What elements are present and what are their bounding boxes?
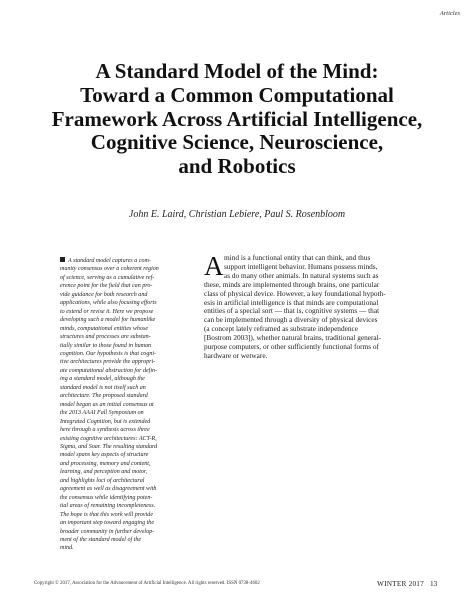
body-line: these, minds are implemented through brains, one particular xyxy=(204,280,380,289)
abstract-line: Sigma, and Soar. The resulting standard xyxy=(60,443,158,450)
body-line: as do many other animals. In natural systems such as xyxy=(224,271,379,280)
abstract-line: here through a synthesis across three xyxy=(60,427,150,434)
abstract-line: to extend or revise it. Here we propose xyxy=(60,308,154,315)
drop-cap: A xyxy=(204,251,224,281)
issue-season: WINTER 2017 xyxy=(377,579,424,588)
abstract-line: architecture. The proposed standard xyxy=(60,393,148,400)
abstract-line: broader community in further develop- xyxy=(60,528,155,535)
body-line: (a concept lately reframed as substrate independence xyxy=(204,325,358,334)
title-line: Framework Across Artificial Intelligence, xyxy=(51,106,423,131)
body-line: esis in artificial intelligence is that minds are computational xyxy=(204,298,379,307)
body-line: hardware or wetware. xyxy=(204,351,268,360)
abstract-line: ing a standard model, although the xyxy=(60,376,145,383)
abstract-line: the consensus while identifying poten- xyxy=(60,494,153,501)
abstract-line: munity consensus over a coherent region xyxy=(60,266,159,273)
abstract-line: minds, computational entities whose xyxy=(60,325,149,332)
body-line: support intelligent behavior. Humans possess minds, xyxy=(224,262,378,271)
section-label: Articles xyxy=(439,10,460,17)
abstract-line: erence point for the field that can pro- xyxy=(60,283,153,290)
abstract-line: agreement as well as disagreement with xyxy=(60,486,157,493)
abstract-line: ate computational abstraction for defin- xyxy=(60,367,158,374)
abstract-line: cognition. Our hypothesis is that cogni- xyxy=(60,350,157,357)
title-line: Cognitive Science, Neuroscience, xyxy=(90,130,384,155)
body-column xyxy=(204,251,432,361)
abstract-line: model spans key aspects of structure xyxy=(60,452,149,459)
abstract-line: mind. xyxy=(60,545,74,552)
abstract-column xyxy=(60,257,190,553)
abstract-line: model began as an initial consensus at xyxy=(60,401,154,408)
abstract-line: ment of the standard model of the xyxy=(60,536,142,543)
abstract-line: and highlights loci of architectural xyxy=(60,477,145,484)
abstract-line: The hope is that this work will provide xyxy=(60,511,153,518)
abstract-line: tial areas of remaining incompleteness. xyxy=(60,503,156,510)
copyright-notice: Copyright © 2017, Association for the Advancement of Artificial Intelligence. All rights reserved. ISSN 0738-4602 xyxy=(34,581,260,586)
title-line: A Standard Model of the Mind: xyxy=(95,59,379,83)
abstract-line: tive architectures provide the appropri- xyxy=(60,359,156,366)
body-line: purpose computers, or other sufficiently functional forms of xyxy=(204,343,379,352)
author-list: John E. Laird, Christian Lebiere, Paul S. Rosenbloom xyxy=(128,209,346,220)
abstract-line: developing such a model for humanlike xyxy=(60,317,156,324)
abstract-line: applications, while also focusing efforts xyxy=(60,300,157,307)
abstract-line: tially similar to those found in human xyxy=(60,342,152,349)
abstract-line: existing cognitive architectures: ACT-R, xyxy=(60,435,157,442)
abstract-line: an important step toward engaging the xyxy=(60,520,155,527)
body-line: [Bostrom 2003]), whether natural brains, traditional general- xyxy=(204,334,382,343)
abstract-bullet-square-icon xyxy=(60,257,65,262)
body-line: entities of a special sort — that is, cognitive systems — that xyxy=(204,307,380,316)
body-line: can be implemented through a diversity of physical devices xyxy=(204,316,378,325)
abstract-line: the 2013 AAAI Fall Symposium on xyxy=(60,410,144,417)
page-number: 13 xyxy=(430,579,438,588)
abstract-line: Integrated Cognition, but is extended xyxy=(60,418,151,425)
abstract-line: and processing, memory and content, xyxy=(60,460,151,467)
body-line: class of physical device. However, a key foundational hypoth- xyxy=(204,289,386,298)
abstract-line: standard model is not itself such an xyxy=(60,384,146,391)
title-line: and Robotics xyxy=(178,154,296,179)
body-line: mind is a functional entity that can think, and thus xyxy=(224,254,371,262)
abstract-first-line xyxy=(60,257,190,265)
abstract-line: of science, serving as a cumulative ref- xyxy=(60,274,155,281)
abstract-line: structures and processes are substan- xyxy=(60,334,151,341)
abstract-line: vide guidance for both research and xyxy=(60,291,148,298)
abstract-line: A standard model captures a com- xyxy=(68,258,151,264)
abstract-line: learning, and perception and motor, xyxy=(60,469,148,476)
title-line: Toward a Common Computational xyxy=(80,82,394,107)
article-title xyxy=(40,60,434,179)
